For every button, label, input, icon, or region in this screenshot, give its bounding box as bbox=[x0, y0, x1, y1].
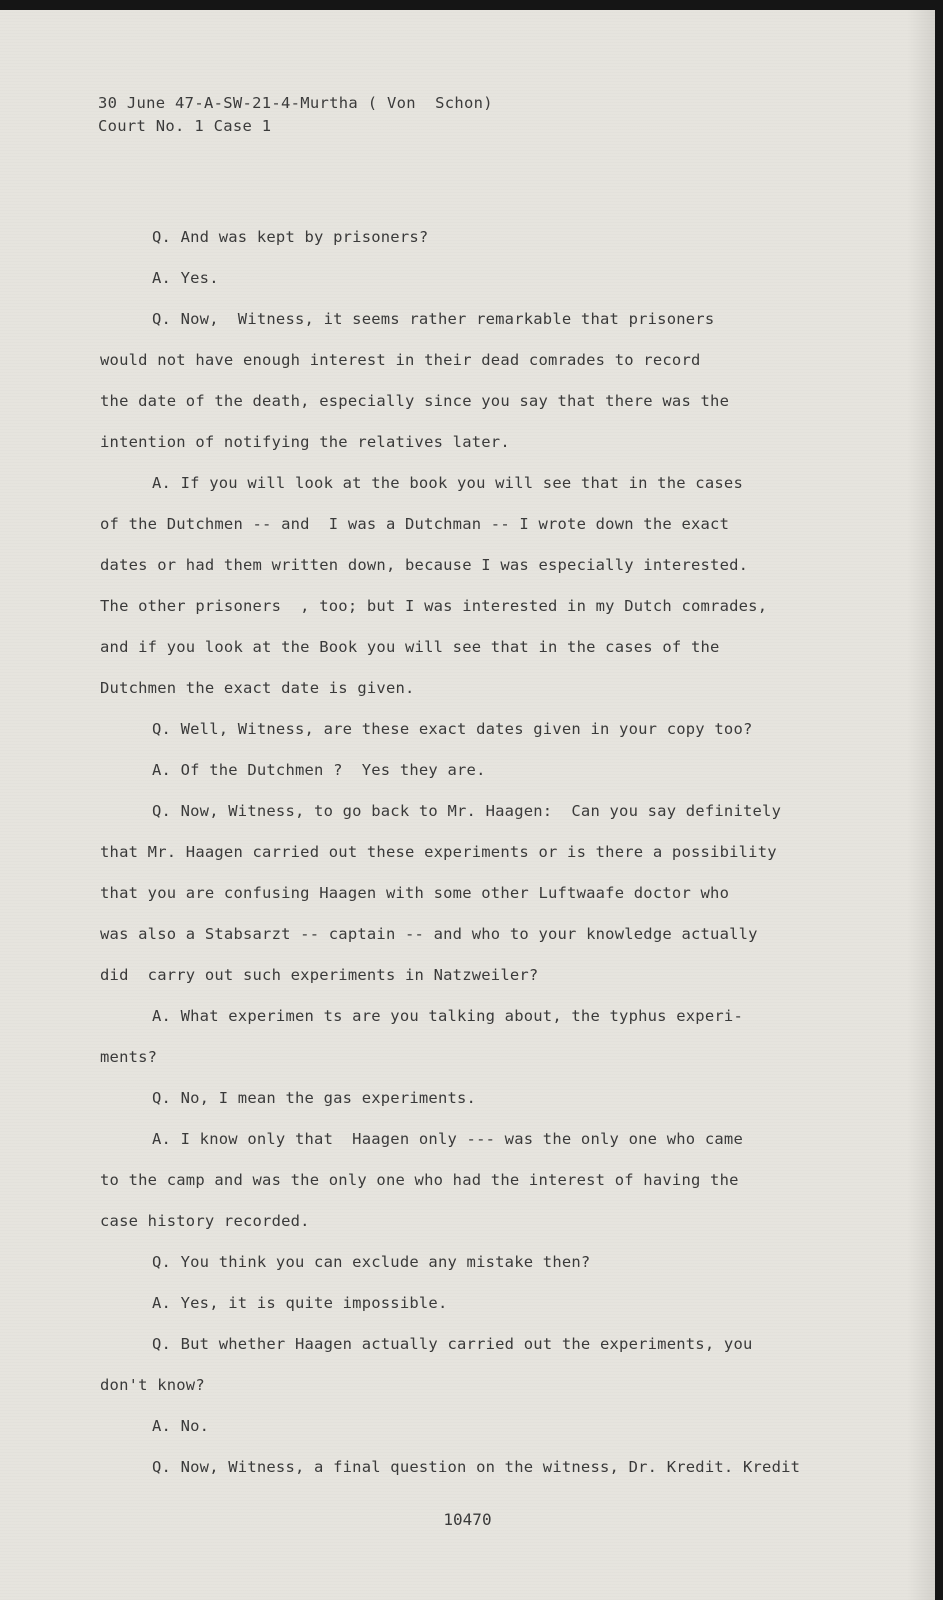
transcript-line: Q. Now, Witness, it seems rather remarkable that prisoners bbox=[152, 310, 715, 328]
transcript-line: of the Dutchmen -- and I was a Dutchman -- I wrote down the exact bbox=[100, 515, 730, 533]
transcript-paragraph bbox=[100, 1455, 870, 1479]
transcript-paragraph bbox=[100, 1250, 870, 1274]
transcript-line: intention of notifying the relatives later. bbox=[100, 433, 510, 451]
transcript-paragraph bbox=[100, 799, 870, 987]
transcript-line: A. Yes. bbox=[152, 269, 219, 287]
transcript-line: did carry out such experiments in Natzweiler? bbox=[100, 966, 539, 984]
document-page bbox=[0, 10, 935, 1600]
transcript-paragraph bbox=[100, 225, 870, 249]
transcript-paragraph bbox=[100, 1127, 870, 1233]
transcript-line: Q. No, I mean the gas experiments. bbox=[152, 1089, 477, 1107]
transcript-paragraph bbox=[100, 266, 870, 290]
transcript-paragraph bbox=[100, 1332, 870, 1397]
transcript-line: A. No. bbox=[152, 1417, 210, 1435]
transcript-body bbox=[100, 225, 870, 1496]
transcript-line: Q. Now, Witness, a final question on the witness, Dr. Kredit. Kredit bbox=[152, 1458, 801, 1476]
header-line-1: 30 June 47-A-SW-21-4-Murtha ( Von Schon) bbox=[98, 94, 493, 112]
transcript-paragraph bbox=[100, 1086, 870, 1110]
transcript-line: A. Yes, it is quite impossible. bbox=[152, 1294, 448, 1312]
transcript-line: Q. You think you can exclude any mistake then? bbox=[152, 1253, 591, 1271]
header-line-2: Court No. 1 Case 1 bbox=[98, 117, 272, 135]
transcript-paragraph bbox=[100, 1291, 870, 1315]
transcript-line: don't know? bbox=[100, 1376, 205, 1394]
transcript-line: ments? bbox=[100, 1048, 158, 1066]
transcript-line: Q. But whether Haagen actually carried out the experiments, you bbox=[152, 1335, 753, 1353]
transcript-line: case history recorded. bbox=[100, 1212, 310, 1230]
transcript-line: Dutchmen the exact date is given. bbox=[100, 679, 415, 697]
transcript-line: Q. And was kept by prisoners? bbox=[152, 228, 429, 246]
transcript-line: A. I know only that Haagen only --- was the only one who came bbox=[152, 1130, 743, 1148]
transcript-line: was also a Stabsarzt -- captain -- and who to your knowledge actually bbox=[100, 925, 758, 943]
transcript-line: A. If you will look at the book you will see that in the cases bbox=[152, 474, 743, 492]
document-header bbox=[98, 92, 493, 138]
transcript-paragraph bbox=[100, 471, 870, 700]
transcript-line: Q. Now, Witness, to go back to Mr. Haagen: Can you say definitely bbox=[152, 802, 782, 820]
transcript-paragraph bbox=[100, 717, 870, 741]
transcript-line: A. Of the Dutchmen ? Yes they are. bbox=[152, 761, 486, 779]
page-number: 10470 bbox=[443, 1510, 492, 1529]
transcript-line: to the camp and was the only one who had the interest of having the bbox=[100, 1171, 739, 1189]
transcript-line: and if you look at the Book you will see that in the cases of the bbox=[100, 638, 720, 656]
transcript-line: that Mr. Haagen carried out these experiments or is there a possibility bbox=[100, 843, 777, 861]
transcript-line: The other prisoners , too; but I was interested in my Dutch comrades, bbox=[100, 597, 768, 615]
transcript-line: would not have enough interest in their dead comrades to record bbox=[100, 351, 701, 369]
transcript-line: A. What experimen ts are you talking about, the typhus experi- bbox=[152, 1007, 743, 1025]
transcript-line: Q. Well, Witness, are these exact dates given in your copy too? bbox=[152, 720, 753, 738]
transcript-line: the date of the death, especially since you say that there was the bbox=[100, 392, 730, 410]
transcript-paragraph bbox=[100, 1004, 870, 1069]
transcript-paragraph bbox=[100, 307, 870, 454]
transcript-paragraph bbox=[100, 758, 870, 782]
transcript-paragraph bbox=[100, 1414, 870, 1438]
transcript-line: that you are confusing Haagen with some other Luftwaafe doctor who bbox=[100, 884, 730, 902]
transcript-line: dates or had them written down, because I was especially interested. bbox=[100, 556, 749, 574]
